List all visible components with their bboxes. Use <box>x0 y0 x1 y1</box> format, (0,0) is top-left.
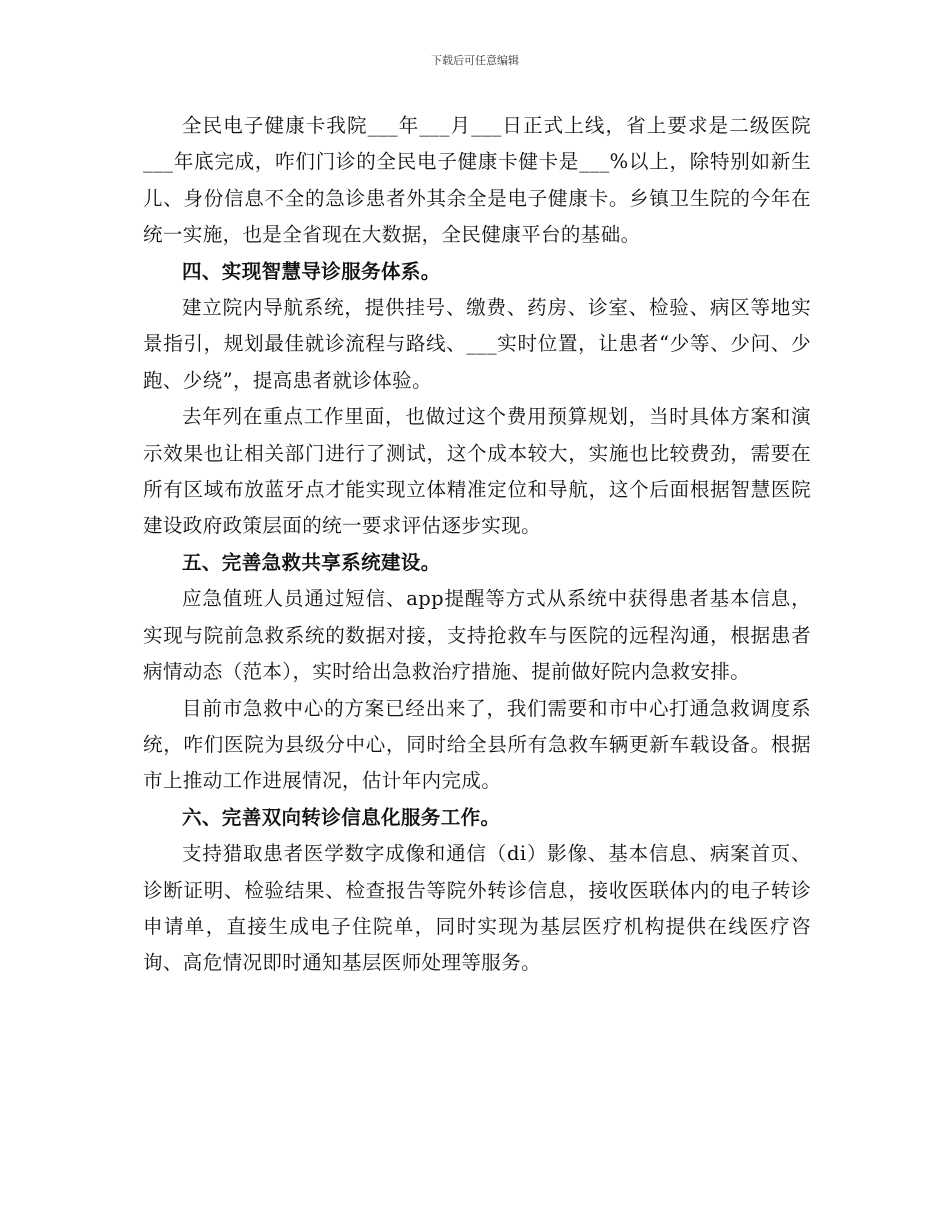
paragraph-emergency-system: 应急值班人员通过短信、app提醒等方式从系统中获得患者基本信息，实现与院前急救系统的数据对接，支持抢救车与医院的远程沟通，根据患者病情动态（范本），实时给出急救治疗措施、提前做好院内急救安排。 <box>143 587 811 684</box>
paragraph-health-card: 全民电子健康卡我院___年___月___日正式上线，省上要求是二级医院___年底完成，咋们门诊的全民电子健康卡健卡是___%以上，除特别如新生儿、身份信息不全的急诊患者外其余全是电子健康卡。乡镇卫生院的今年在统一实施，也是全省现在大数据，全民健康平台的基础。 <box>143 114 811 247</box>
paragraph-emergency-center: 目前市急救中心的方案已经出来了，我们需要和市中心打通急救调度系统，咋们医院为县级分中心，同时给全县所有急救车辆更新车载设备。根据市上推动工作进展情况，估计年内完成。 <box>143 696 811 793</box>
paragraph-navigation-system: 建立院内导航系统，提供挂号、缴费、药房、诊室、检验、病区等地实景指引，规划最佳就诊流程与路线、___实时位置，让患者“少等、少问、少跑、少绕”，提高患者就诊体验。 <box>143 296 811 392</box>
page-header: 下载后可任意编辑 <box>431 54 519 67</box>
paragraph-navigation-budget: 去年列在重点工作里面，也做过这个费用预算规划，当时具体方案和演示效果也让相关部门进行了测试，这个成本较大，实施也比较费劲，需要在所有区域布放蓝牙点才能实现立体精准定位和导航，这个后面根据智慧医院建设政府政策层面的统一要求评估逐步实现。 <box>143 405 811 538</box>
document-body <box>143 108 811 982</box>
section-heading-4: 四、实现智慧导诊服务体系。 <box>182 259 441 283</box>
section-heading-5: 五、完善急救共享系统建设。 <box>182 550 441 574</box>
paragraph-referral-service: 支持猎取患者医学数字成像和通信（di）影像、基本信息、病案首页、诊断证明、检验结果、检查报告等院外转诊信息，接收医联体内的电子转诊申请单，直接生成电子住院单，同时实现为基层医疗机构提供在线医疗咨询、高危情况即时通知基层医师处理等服务。 <box>143 842 811 975</box>
section-heading-6: 六、完善双向转诊信息化服务工作。 <box>182 805 501 829</box>
